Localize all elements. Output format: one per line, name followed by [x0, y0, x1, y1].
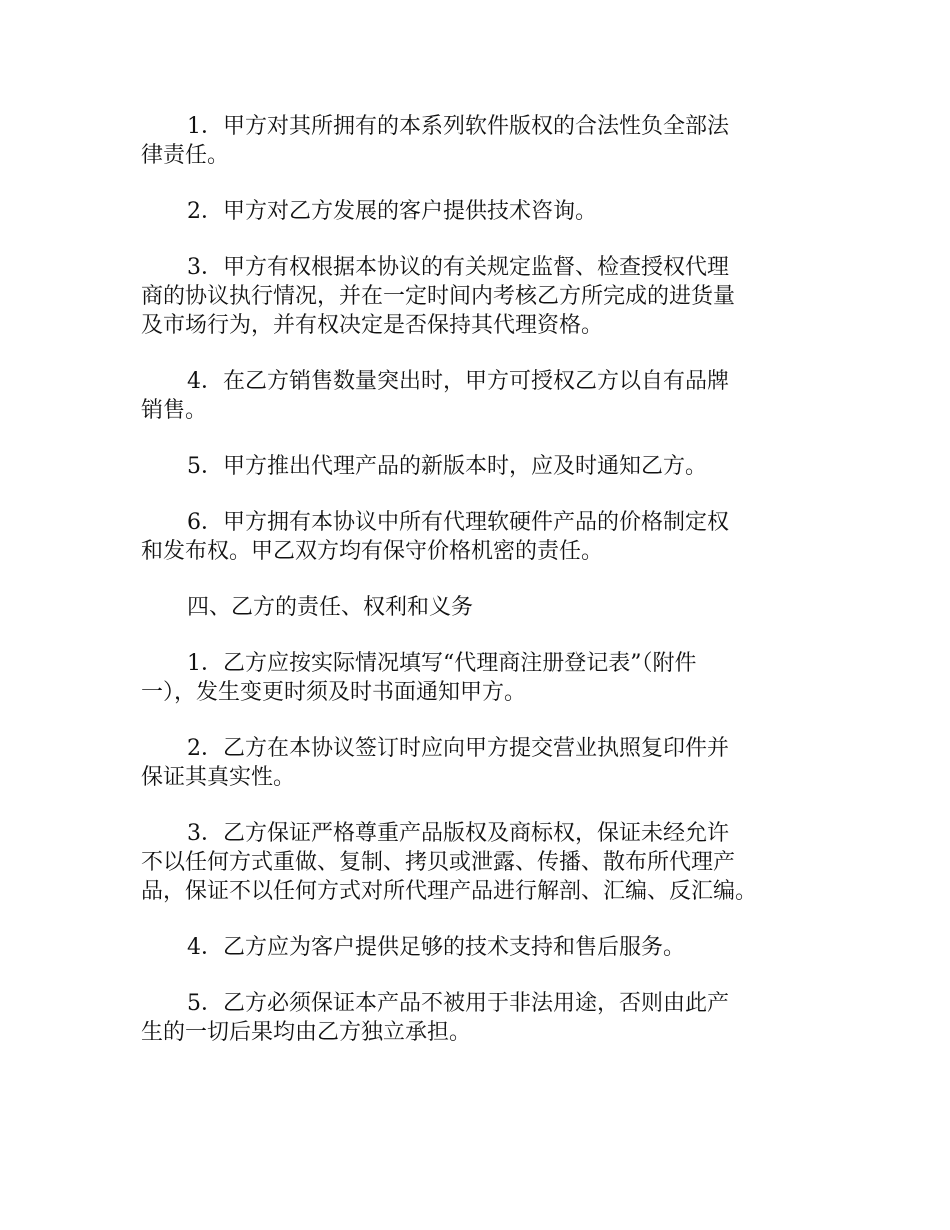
- clause-party-b-1: 1．乙方应按实际情况填写“代理商注册登记表”（附件 一），发生变更时须及时书面通知甲方。: [141, 651, 697, 705]
- clause-party-a-4: 4．在乙方销售数量突出时，甲方可授权乙方以自有品牌 销售。: [141, 369, 729, 423]
- clause-party-a-2: 2．甲方对乙方发展的客户提供技术咨询。: [187, 199, 597, 224]
- clause-party-b-4: 4．乙方应为客户提供足够的技术支持和售后服务。: [187, 935, 685, 960]
- document-body: [141, 112, 841, 1074]
- clause-party-b-5: 5．乙方必须保证本产品不被用于非法用途，否则由此产 生的一切后果均由乙方独立承担。: [141, 991, 729, 1045]
- section-heading-party-b: 四、乙方的责任、权利和义务: [187, 595, 474, 620]
- clause-party-b-3: 3．乙方保证严格尊重产品版权及商标权，保证未经允许 不以任何方式重做、复制、拷贝或泄露、传播、散布所代理产 品，保证不以任何方式对所代理产品进行解剖、汇编、反汇编。: [141, 821, 758, 904]
- clause-party-a-1: 1．甲方对其所拥有的本系列软件版权的合法性负全部法 律责任。: [141, 114, 729, 168]
- clause-party-a-6: 6．甲方拥有本协议中所有代理软硬件产品的价格制定权 和发布权。甲乙双方均有保守价格机密的责任。: [141, 510, 729, 564]
- clause-party-a-3: 3．甲方有权根据本协议的有关规定监督、检查授权代理 商的协议执行情况，并在一定时间内考核乙方所完成的进货量 及市场行为，并有权决定是否保持其代理资格。: [141, 255, 736, 338]
- clause-party-b-2: 2．乙方在本协议签订时应向甲方提交营业执照复印件并 保证其真实性。: [141, 736, 729, 790]
- clause-party-a-5: 5．甲方推出代理产品的新版本时，应及时通知乙方。: [187, 454, 707, 479]
